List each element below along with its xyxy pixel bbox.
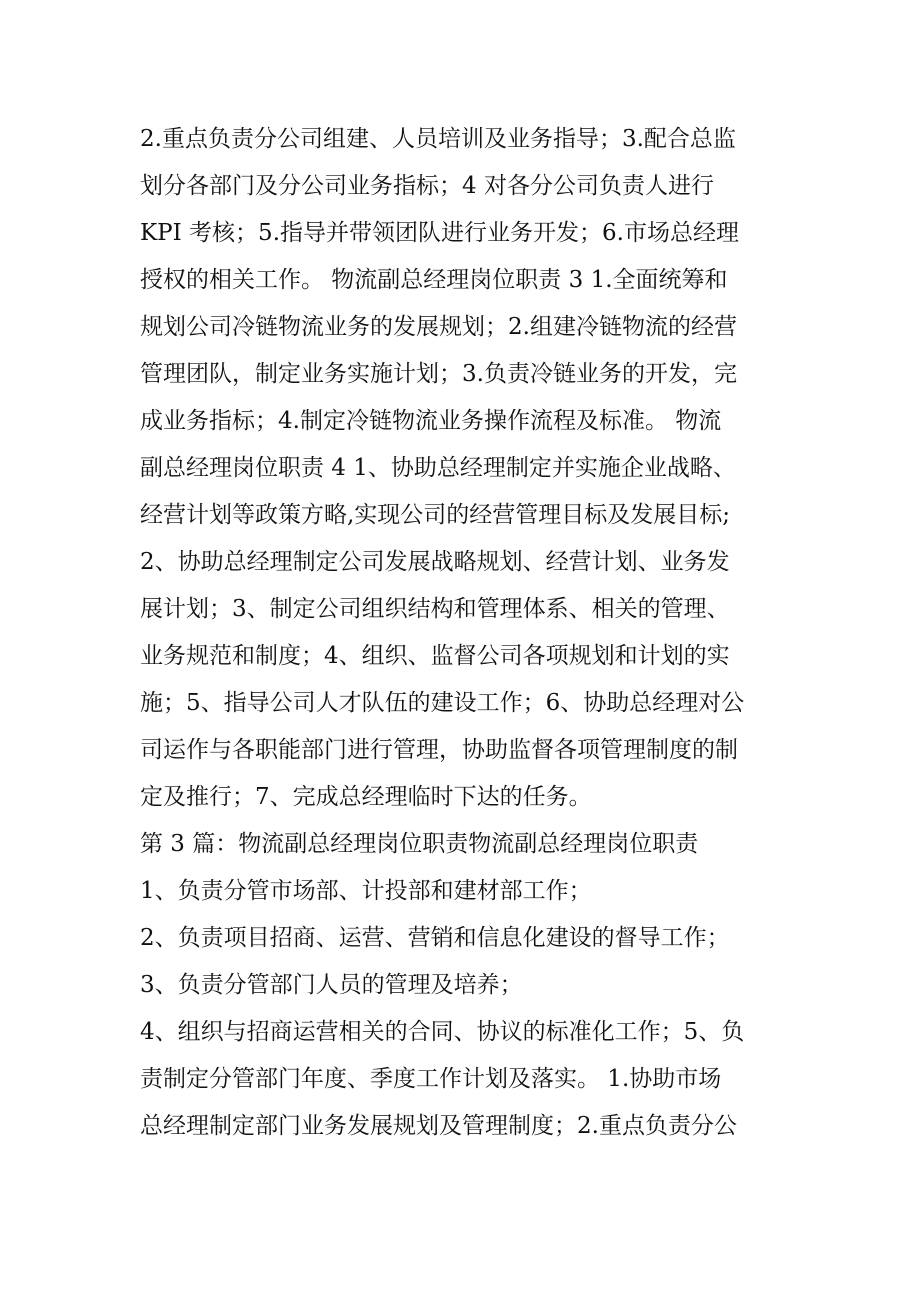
text-line: 展计划；3、制定公司组织结构和管理体系、相关的管理、 — [140, 596, 730, 622]
text-line: 4、组织与招商运营相关的合同、协议的标准化工作；5、负 — [140, 1019, 745, 1045]
text-line: 2.重点负责分公司组建、人员培训及业务指导；3.配合总监 — [140, 126, 736, 152]
text-line: 责制定分管部门年度、季度工作计划及落实。 1.协助市场 — [140, 1066, 722, 1092]
text-line: 司运作与各职能部门进行管理，协助监督各项管理制度的制 — [140, 737, 738, 763]
text-line: 规划公司冷链物流业务的发展规划；2.组建冷链物流的经营 — [140, 314, 737, 340]
text-line: 施；5、指导公司人才队伍的建设工作；6、协助总经理对公 — [140, 690, 745, 716]
text-line: 定及推行；7、完成总经理临时下达的任务。 — [140, 784, 592, 810]
text-line: 业务规范和制度；4、组织、监督公司各项规划和计划的实 — [140, 643, 730, 669]
text-line: 副总经理岗位职责 4 1、协助总经理制定并实施企业战略、 — [140, 455, 736, 481]
text-line: 总经理制定部门业务发展规划及管理制度；2.重点负责分公 — [140, 1113, 737, 1139]
document-body — [140, 116, 790, 1150]
text-line: 2、负责项目招商、运营、营销和信息化建设的督导工作； — [140, 925, 730, 951]
text-line: KPI 考核；5.指导并带领团队进行业务开发；6.市场总经理 — [140, 220, 739, 246]
text-line: 管理团队，制定业务实施计划；3.负责冷链业务的开发，完 — [140, 361, 737, 387]
text-line: 2、协助总经理制定公司发展战略规划、经营计划、业务发 — [140, 549, 730, 575]
text-line: 经营计划等政策方略,实现公司的经营管理目标及发展目标; — [140, 502, 731, 528]
text-line: 成业务指标；4.制定冷链物流业务操作流程及标准。 物流 — [140, 408, 722, 434]
section-heading: 第 3 篇：物流副总经理岗位职责物流副总经理岗位职责 — [140, 831, 699, 857]
text-line: 划分各部门及分公司业务指标；4 对各分公司负责人进行 — [140, 173, 714, 199]
text-line: 授权的相关工作。 物流副总经理岗位职责 3 1.全面统筹和 — [140, 267, 728, 293]
text-line: 1、负责分管市场部、计投部和建材部工作； — [140, 878, 592, 904]
text-line: 3、负责分管部门人员的管理及培养； — [140, 972, 523, 998]
